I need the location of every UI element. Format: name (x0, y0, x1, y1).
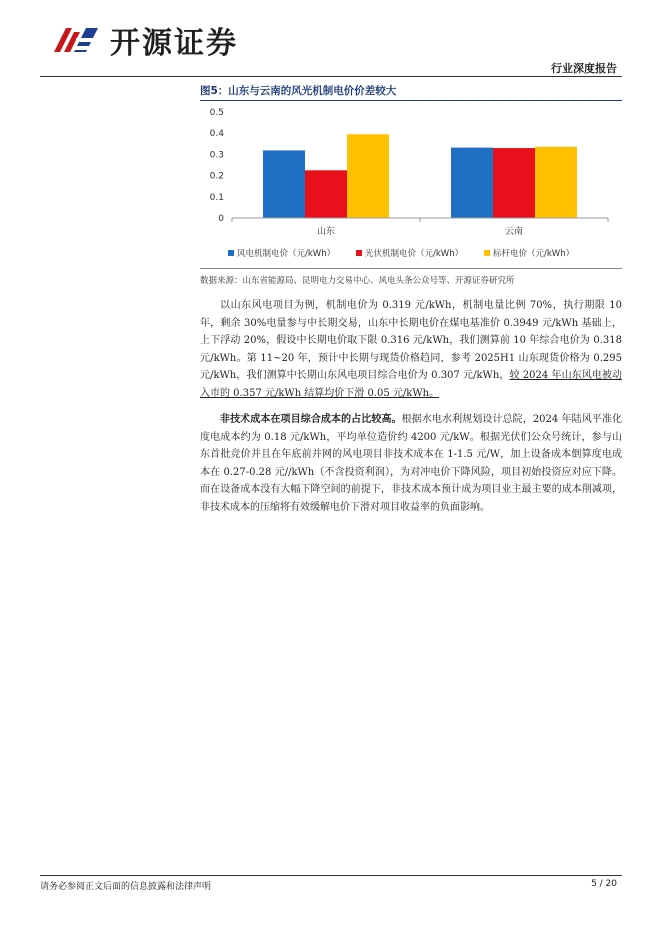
y-tick-label: 0.2 (209, 171, 224, 182)
x-axis (232, 218, 608, 237)
header-divider (40, 76, 622, 77)
paragraph-2 (200, 411, 622, 516)
bar (347, 134, 389, 218)
x-category-label: 山东 (316, 227, 336, 237)
legend-label: 标杆电价（元/kWh） (493, 249, 575, 259)
bar (263, 150, 305, 218)
figure-source: 数据来源：山东省能源局、昆明电力交易中心、风电头条公众号等、开源证券研究所 (200, 276, 515, 286)
bar (451, 148, 493, 218)
y-tick-label: 0.4 (209, 129, 224, 140)
legend-label: 风电机制电价（元/kWh） (237, 249, 336, 259)
figure-title: 图5：山东与云南的风光机制电价价差较大 (200, 85, 397, 97)
brand-name: 开源证券 (110, 26, 238, 61)
y-tick-label: 0 (218, 214, 224, 224)
legend-label: 光伏机制电价（元/kWh） (365, 249, 464, 259)
paragraph-2-lead: 非技术成本在项目综合成本的占比较高。 (220, 414, 402, 425)
bar-chart (200, 102, 622, 268)
figure-title-rule (200, 100, 622, 101)
legend-swatch (228, 250, 234, 256)
report-type-label: 行业深度报告 (551, 62, 617, 75)
logo-mark-icon (52, 22, 100, 58)
figure-bottom-rule (200, 268, 622, 269)
bar (305, 170, 347, 218)
paragraph-1-underlined: 较 2024 年山东风电被动入市的 0.357 元/kWh 结算均价下滑 0.05 元/kWh。 (200, 370, 623, 399)
paragraph-1 (200, 297, 622, 402)
footer-divider (40, 875, 622, 876)
paragraph-1-text: 以山东风电项目为例，机制电价为 0.319 元/kWh，机制电量比例 70%，执行期限 10 年，剩余 30%电量参与中长期交易，山东中长期电价在煤电基准价 0.3949 元/kWh 基础上，上下浮动 20%，假设中长期电价取下限 0.316 元/kWh，我们测算前 10 年综合电价为 0.318 元/kWh。第 11~20 年，预计中长期与现货价格趋同，参考 2025H1 山东现货价格为 0.295 元/kWh，我们测算中长期山东风电项目综合电价为 0.307 元/kWh， (200, 300, 622, 381)
legend (228, 248, 574, 259)
y-tick-label: 0.3 (209, 150, 224, 161)
legend-swatch (484, 250, 490, 256)
brand-logo (52, 20, 238, 60)
x-category-label: 云南 (504, 227, 524, 237)
bars-group (263, 134, 577, 218)
paragraph-2-text: 根据水电水利规划设计总院，2024 年陆风平准化度电成本约为 0.18 元/kWh，平均单位造价约 4200 元/kW。根据光伏们公众号统计，参与山东首批竞价并且在年底前并网的风电项目非技术成本在 1-1.5 元/W，加上设备成本倒算度电成本在 0.27-0.28 元//kWh（不含投资利润），为对冲电价下降风险，项目初始投资应对应下降。而在设备成本没有大幅下降空间的前提下，非技术成本预计成为项目业主最主要的成本削减项，非技术成本的压缩将有效缓解电价下滑对项目收益率的负面影响。 (200, 414, 622, 513)
footer-disclaimer: 请务必参阅正文后面的信息披露和法律声明 (40, 882, 212, 892)
bar (493, 148, 535, 218)
page-number: 5 / 20 (591, 879, 617, 889)
legend-swatch (356, 250, 362, 256)
y-tick-label: 0.5 (209, 108, 224, 118)
y-tick-label: 0.1 (209, 192, 224, 203)
bar (535, 147, 577, 218)
y-axis (210, 108, 225, 224)
